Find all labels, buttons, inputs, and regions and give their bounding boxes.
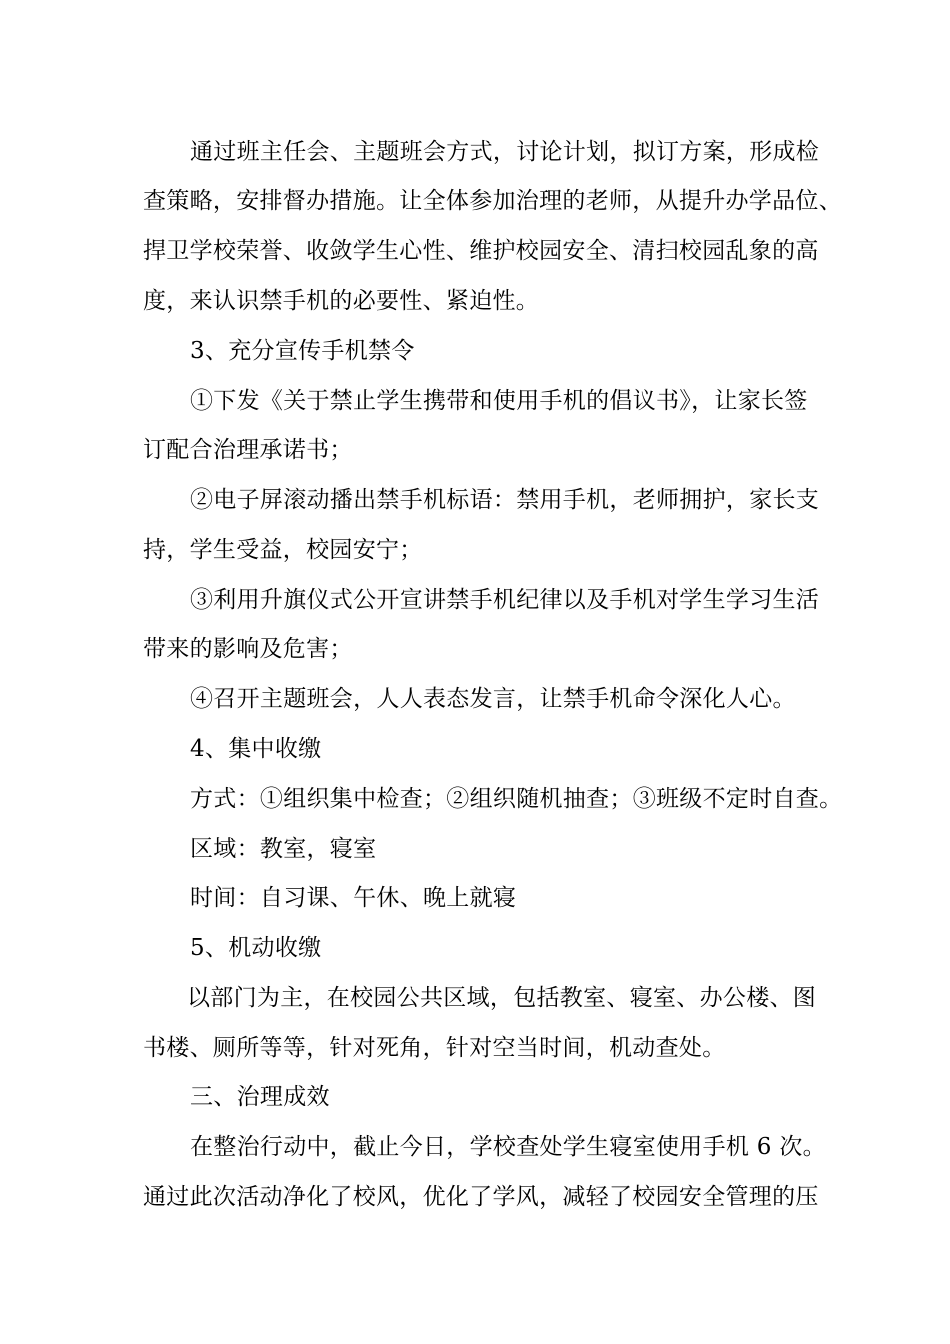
list-item-3-line-2: 带来的影响及危害； xyxy=(143,636,353,662)
list-item-1-line-2: 订配合治理承诺书； xyxy=(143,437,353,463)
paragraph-5-line-2: 书楼、厕所等等，针对死角，针对空当时间，机动查处。 xyxy=(143,1035,726,1061)
list-item-1-line-1: ①下发《关于禁止学生携带和使用手机的倡议书》，让家长签 xyxy=(190,388,808,414)
section-heading-3: 3、充分宣传手机禁令 xyxy=(190,338,415,364)
area-line: 区域：教室，寝室 xyxy=(190,836,377,862)
list-item-2-line-2: 持，学生受益，校园安宁； xyxy=(143,537,423,563)
paragraph-line-2: 查策略，安排督办措施。让全体参加治理的老师，从提升办学品位、 xyxy=(143,188,842,214)
time-line: 时间：自习课、午休、晚上就寝 xyxy=(190,885,517,911)
method-line: 方式：①组织集中检查；②组织随机抽查；③班级不定时自查。 xyxy=(190,786,843,812)
results-line-1: 在整治行动中，截止今日，学校查处学生寝室使用手机 6 次。 xyxy=(190,1134,826,1160)
paragraph-5-line-1: 以部门为主，在校园公共区域，包括教室、寝室、办公楼、图 xyxy=(187,985,817,1011)
section-heading-4: 4、集中收缴 xyxy=(190,736,322,762)
section-heading-5: 5、机动收缴 xyxy=(190,935,322,961)
paragraph-line-1: 通过班主任会、主题班会方式，讨论计划，拟订方案，形成检 xyxy=(190,139,820,165)
results-line-2: 通过此次活动净化了校风，优化了学风，减轻了校园安全管理的压 xyxy=(143,1184,819,1210)
paragraph-line-4: 度，来认识禁手机的必要性、紧迫性。 xyxy=(143,288,540,314)
section-heading-three: 三、治理成效 xyxy=(190,1084,330,1110)
list-item-2-line-1: ②电子屏滚动播出禁手机标语：禁用手机，老师拥护，家长支 xyxy=(190,487,820,513)
list-item-4: ④召开主题班会，人人表态发言，让禁手机命令深化人心。 xyxy=(190,686,796,712)
paragraph-line-3: 捍卫学校荣誉、收敛学生心性、维护校园安全、清扫校园乱象的高 xyxy=(143,238,819,264)
list-item-3-line-1: ③利用升旗仪式公开宣讲禁手机纪律以及手机对学生学习生活 xyxy=(190,587,820,613)
